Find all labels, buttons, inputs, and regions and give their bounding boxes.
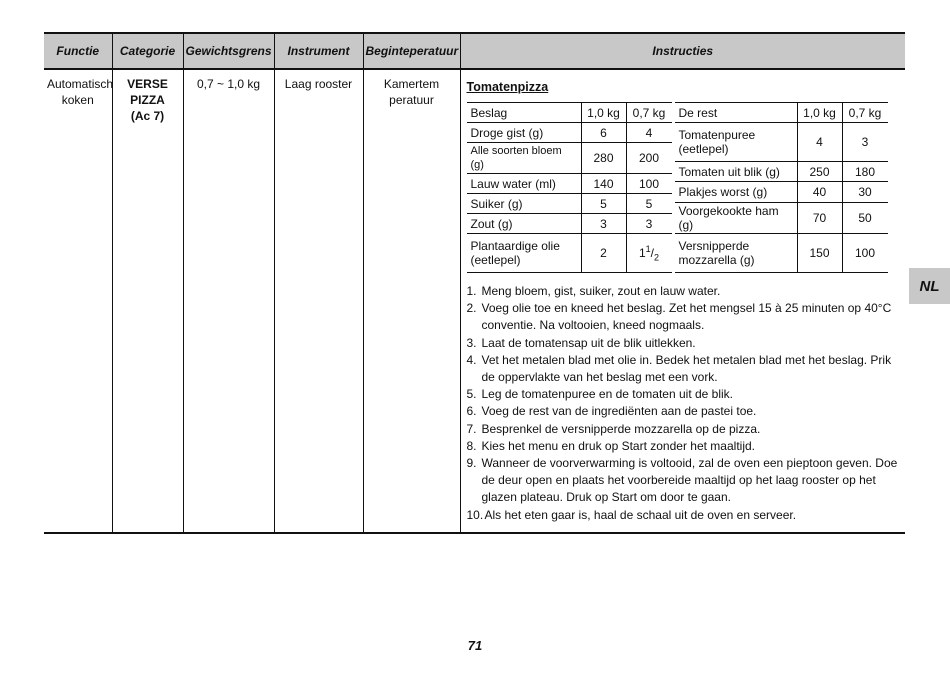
ingredient-value-10: 280 (581, 143, 626, 174)
ingredient-value-10: 6 (581, 123, 626, 143)
category-code: (Ac 7) (130, 109, 165, 123)
header-instrument: Instrument (274, 33, 363, 69)
ingredient-name: Versnipperde mozzarella (g) (675, 233, 798, 272)
ingredient-value-10: 140 (581, 174, 626, 194)
fraction-denominator: 2 (654, 252, 660, 263)
step-text: Voeg olie toe en kneed het beslag. Zet het mengsel 15 à 25 minuten op 40°C conventie. Na voltooien, kneed nogmaals. (481, 301, 892, 333)
header-start-temp: Beginteperatuur (363, 33, 460, 69)
list-item (467, 386, 903, 403)
ingredient-value-07: 4 (626, 123, 672, 143)
step-text: Wanneer de voorverwarming is voltooid, zal de oven een pieptoon geven. Doe de deur open en plaats het voorbereide maaltijd op het laag rooster op het glazen plateau. Druk op Start om door te gaan. (481, 456, 898, 505)
ingredient-value-10: 150 (797, 233, 842, 272)
header-category: Categorie (112, 33, 183, 69)
instruction-steps (464, 283, 903, 524)
ingredient-value-07: 5 (626, 194, 672, 214)
step-number: 3. (466, 335, 477, 350)
instrument-text: Laag rooster (284, 77, 353, 91)
ingredient-value-10: 250 (797, 162, 842, 182)
start-temp-cell (363, 69, 460, 533)
step-number: 4. (466, 352, 477, 367)
instrument-cell (274, 69, 363, 533)
rest-header-row (675, 103, 888, 123)
rest-header-name: De rest (675, 103, 798, 123)
table-row (467, 123, 672, 143)
step-text: Leg de tomatenpuree en de tomaten uit de blik. (481, 387, 734, 402)
step-number: 9. (466, 456, 477, 471)
step-number: 6. (466, 404, 477, 419)
ingredient-value-07: 100 (842, 233, 888, 272)
step-number: 5. (466, 387, 477, 402)
ingredient-value-10: 2 (581, 234, 626, 273)
ingredient-value-07: 3 (842, 123, 888, 162)
step-text: Voeg de rest van de ingrediënten aan de pastei toe. (481, 404, 757, 419)
ingredient-name: Tomaten uit blik (g) (675, 162, 798, 182)
dough-table (467, 102, 672, 273)
step-number: 7. (466, 421, 477, 436)
ingredient-value-07: 30 (842, 182, 888, 202)
ingredient-name: Voorgekookte ham (g) (675, 202, 798, 233)
dough-header-07: 0,7 kg (626, 103, 672, 123)
ingredient-value-07: 50 (842, 202, 888, 233)
list-item (467, 455, 903, 507)
table-row (675, 162, 888, 182)
list-item (467, 507, 903, 524)
ingredient-name: Plantaardige olie (eetlepel) (467, 234, 582, 273)
ingredient-value-10: 70 (797, 202, 842, 233)
ingredient-value-07: 180 (842, 162, 888, 182)
table-row (675, 182, 888, 202)
category-line1: VERSE (127, 77, 168, 91)
dough-header-row (467, 103, 672, 123)
list-item (467, 403, 903, 420)
list-item (467, 421, 903, 438)
recipe-title: Tomatenpizza (466, 80, 549, 94)
table-row (467, 194, 672, 214)
instructions-cell (460, 69, 905, 533)
ingredient-name: Droge gist (g) (467, 123, 582, 143)
ingredient-name: Plakjes worst (g) (675, 182, 798, 202)
dough-header-name: Beslag (467, 103, 582, 123)
step-number: 2. (466, 301, 477, 316)
category-line2: PIZZA (130, 93, 165, 107)
rest-header-10: 1,0 kg (797, 103, 842, 123)
ingredient-value-10: 40 (797, 182, 842, 202)
ingredient-value-07: 3 (626, 214, 672, 234)
table-row (467, 234, 672, 273)
step-text: Laat de tomatensap uit de blik uitlekken. (481, 335, 696, 350)
step-text: Vet het metalen blad met olie in. Bedek het metalen blad met het beslag. Prik de oppervlakte van het beslag met een vork. (481, 352, 892, 385)
header-function: Functie (44, 33, 112, 69)
step-number: 10. (466, 507, 484, 522)
ingredient-name: Tomatenpuree (eetlepel) (675, 123, 798, 162)
ingredient-value-10: 5 (581, 194, 626, 214)
header-instructions: Instructies (460, 33, 905, 69)
page-number: 71 (467, 638, 483, 653)
ingredient-name: Alle soorten bloem (g) (467, 143, 582, 174)
cooking-guide-table (44, 32, 905, 534)
step-number: 8. (466, 438, 477, 453)
weight-text: 0,7 ~ 1,0 kg (196, 77, 261, 91)
list-item (467, 438, 903, 455)
table-row (44, 69, 905, 533)
language-tab: NL (909, 268, 950, 304)
ingredient-value-07: 200 (626, 143, 672, 174)
list-item (467, 283, 903, 300)
step-text: Besprenkel de versnipperde mozzarella op de pizza. (481, 421, 761, 436)
list-item (467, 300, 903, 334)
weight-cell (183, 69, 274, 533)
table-row (675, 202, 888, 233)
ingredient-value-10: 4 (797, 123, 842, 162)
ingredient-value-07: 100 (626, 174, 672, 194)
fraction-numerator: 1 (645, 243, 651, 254)
ingredient-name: Lauw water (ml) (467, 174, 582, 194)
list-item (467, 335, 903, 352)
category-cell (112, 69, 183, 533)
ingredient-name: Suiker (g) (467, 194, 582, 214)
ingredient-value-10: 3 (581, 214, 626, 234)
table-row (675, 233, 888, 272)
header-row (44, 33, 905, 69)
table-row (675, 123, 888, 162)
step-text: Als het eten gaar is, haal de schaal uit de oven en serveer. (484, 507, 797, 522)
list-item (467, 352, 903, 386)
dough-header-10: 1,0 kg (581, 103, 626, 123)
ingredient-tables (467, 102, 903, 273)
fraction-whole: 1 (638, 245, 646, 260)
rest-header-07: 0,7 kg (842, 103, 888, 123)
function-cell (44, 69, 112, 533)
step-text: Kies het menu en druk op Start zonder het maaltijd. (481, 438, 755, 453)
step-text: Meng bloem, gist, suiker, zout en lauw water. (481, 284, 721, 298)
table-row (467, 214, 672, 234)
step-number: 1. (466, 284, 477, 298)
ingredient-value-07-fraction: $1^1/_2$ (626, 234, 672, 273)
header-weight: Gewichtsgrens (183, 33, 274, 69)
ingredient-name: Zout (g) (467, 214, 582, 234)
start-temp-text: Kamertem peratuur (383, 77, 440, 107)
rest-table (675, 102, 888, 273)
table-row (467, 143, 672, 174)
table-row (467, 174, 672, 194)
function-text: Automatisch koken (47, 77, 114, 107)
